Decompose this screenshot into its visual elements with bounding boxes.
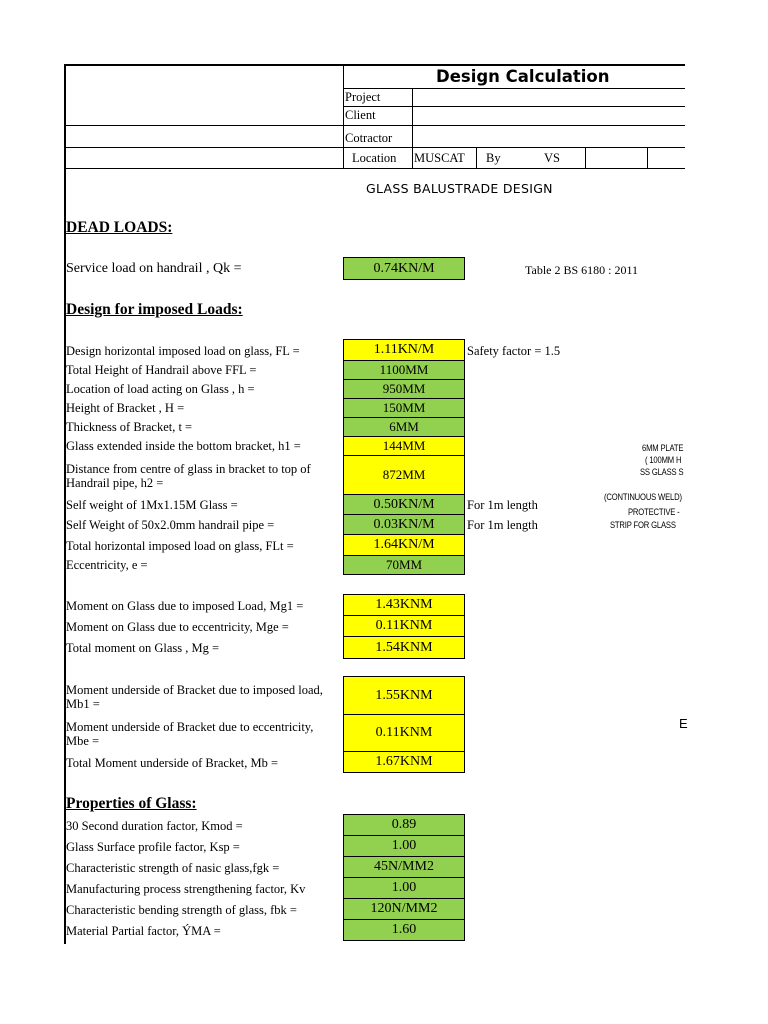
imposed-value-glass-weight: 0.50KN/M <box>343 494 465 515</box>
glass-label-fbk: Characteristic bending strength of glass, fbk = <box>66 903 297 917</box>
glass-label-kv: Manufacturing process strengthening factor, Kv <box>66 882 306 896</box>
contractor-label: Cotractor <box>345 131 393 145</box>
frame-top-border <box>64 64 685 66</box>
header-row-line-5 <box>66 168 685 169</box>
imposed-value-eccentricity: 70MM <box>343 555 465 575</box>
header-value-divider <box>412 88 413 168</box>
header-location-divider-2 <box>585 147 586 168</box>
by-label: By <box>486 151 501 165</box>
service-load-value: 0.74KN/M <box>343 257 465 280</box>
imposed-note-pipe-weight: For 1m length <box>467 518 538 532</box>
moment-label-mg: Total moment on Glass , Mg = <box>66 641 220 655</box>
side-note-plate: 6MM PLATE <box>642 443 684 453</box>
imposed-loads-heading: Design for imposed Loads: <box>66 301 243 318</box>
imposed-value-flt: 1.64KN/M <box>343 534 465 556</box>
glass-label-ksp: Glass Surface profile factor, Ksp = <box>66 840 240 854</box>
imposed-label-flt: Total horizontal imposed load on glass, FLt = <box>66 539 294 553</box>
location-value: MUSCAT <box>414 151 465 165</box>
glass-value-fgk: 45N/MM2 <box>343 856 465 878</box>
moment-value-mb: 1.67KNM <box>343 751 465 773</box>
document-subtitle: GLASS BALUSTRADE DESIGN <box>366 181 553 196</box>
moment-value-mbe: 0.11KNM <box>343 714 465 752</box>
header-row-line-4 <box>66 147 685 148</box>
glass-properties-heading: Properties of Glass: <box>66 795 197 812</box>
moment-label-mb: Total Moment underside of Bracket, Mb = <box>66 756 279 770</box>
imposed-label-h2: Distance from centre of glass in bracket to top of Handrail pipe, h2 = <box>66 462 311 490</box>
by-value: VS <box>544 151 560 165</box>
header-row-line-2 <box>343 106 685 107</box>
glass-label-kmod: 30 Second duration factor, Kmod = <box>66 819 243 833</box>
header-row-line-3 <box>66 125 685 126</box>
glass-value-fbk: 120N/MM2 <box>343 898 465 920</box>
imposed-value-pipe-weight: 0.03KN/M <box>343 514 465 535</box>
imposed-label-h1: Glass extended inside the bottom bracket, h1 = <box>66 439 301 453</box>
moment-value-mg: 1.54KNM <box>343 636 465 659</box>
dead-loads-heading: DEAD LOADS: <box>66 219 173 236</box>
page-title: Design Calculation <box>436 67 610 86</box>
imposed-note-fl: Safety factor = 1.5 <box>467 344 561 358</box>
header-vertical-divider <box>343 64 344 168</box>
imposed-label-bracket-height: Height of Bracket , H = <box>66 401 185 415</box>
imposed-label-eccentricity: Eccentricity, e = <box>66 558 148 572</box>
imposed-label-location: Location of load acting on Glass , h = <box>66 382 255 396</box>
side-note-glass-shoe: SS GLASS S <box>640 467 684 477</box>
imposed-value-h2: 872MM <box>343 455 465 495</box>
imposed-value-h1: 144MM <box>343 436 465 456</box>
imposed-value-thickness: 6MM <box>343 417 465 437</box>
moment-label-mbe: Moment underside of Bracket due to eccentricity, Mbe = <box>66 720 314 748</box>
moment-label-mg1: Moment on Glass due to imposed Load, Mg1 = <box>66 599 304 613</box>
imposed-label-fl: Design horizontal imposed load on glass, FL = <box>66 344 300 358</box>
glass-label-yma: Material Partial factor, ÝMA = <box>66 924 221 938</box>
glass-value-kmod: 0.89 <box>343 814 465 836</box>
client-label: Client <box>345 108 376 122</box>
service-load-note: Table 2 BS 6180 : 2011 <box>525 263 639 277</box>
glass-value-yma: 1.60 <box>343 919 465 941</box>
glass-value-ksp: 1.00 <box>343 835 465 857</box>
side-note-edge-char: E <box>679 716 688 731</box>
project-label: Project <box>345 90 381 104</box>
glass-value-kv: 1.00 <box>343 877 465 899</box>
imposed-value-height: 1100MM <box>343 360 465 380</box>
header-location-divider-3 <box>647 147 648 168</box>
side-note-height: ( 100MM H <box>645 455 682 465</box>
service-load-label: Service load on handrail , Qk = <box>66 261 242 276</box>
side-note-protective: PROTECTIVE - <box>628 507 680 517</box>
side-note-strip: STRIP FOR GLASS <box>610 520 676 530</box>
moment-value-mge: 0.11KNM <box>343 615 465 637</box>
location-label: Location <box>352 151 397 165</box>
side-note-weld: (CONTINUOUS WELD) <box>604 492 682 502</box>
imposed-label-pipe-weight: Self Weight of 50x2.0mm handrail pipe = <box>66 518 275 532</box>
imposed-label-height: Total Height of Handrail above FFL = <box>66 363 257 377</box>
header-row-line-1 <box>343 88 685 89</box>
moment-label-mge: Moment on Glass due to eccentricity, Mge = <box>66 620 289 634</box>
moment-value-mg1: 1.43KNM <box>343 594 465 616</box>
imposed-label-thickness: Thickness of Bracket, t = <box>66 420 193 434</box>
moment-label-mb1: Moment underside of Bracket due to imposed load, Mb1 = <box>66 683 323 711</box>
moment-value-mb1: 1.55KNM <box>343 676 465 715</box>
glass-label-fgk: Characteristic strength of nasic glass,fgk = <box>66 861 280 875</box>
imposed-value-fl: 1.11KN/M <box>343 339 465 361</box>
header-location-divider-1 <box>476 147 477 168</box>
imposed-note-glass-weight: For 1m length <box>467 498 538 512</box>
imposed-value-bracket-height: 150MM <box>343 398 465 418</box>
imposed-value-location: 950MM <box>343 379 465 399</box>
imposed-label-glass-weight: Self weight of 1Mx1.15M Glass = <box>66 498 238 512</box>
